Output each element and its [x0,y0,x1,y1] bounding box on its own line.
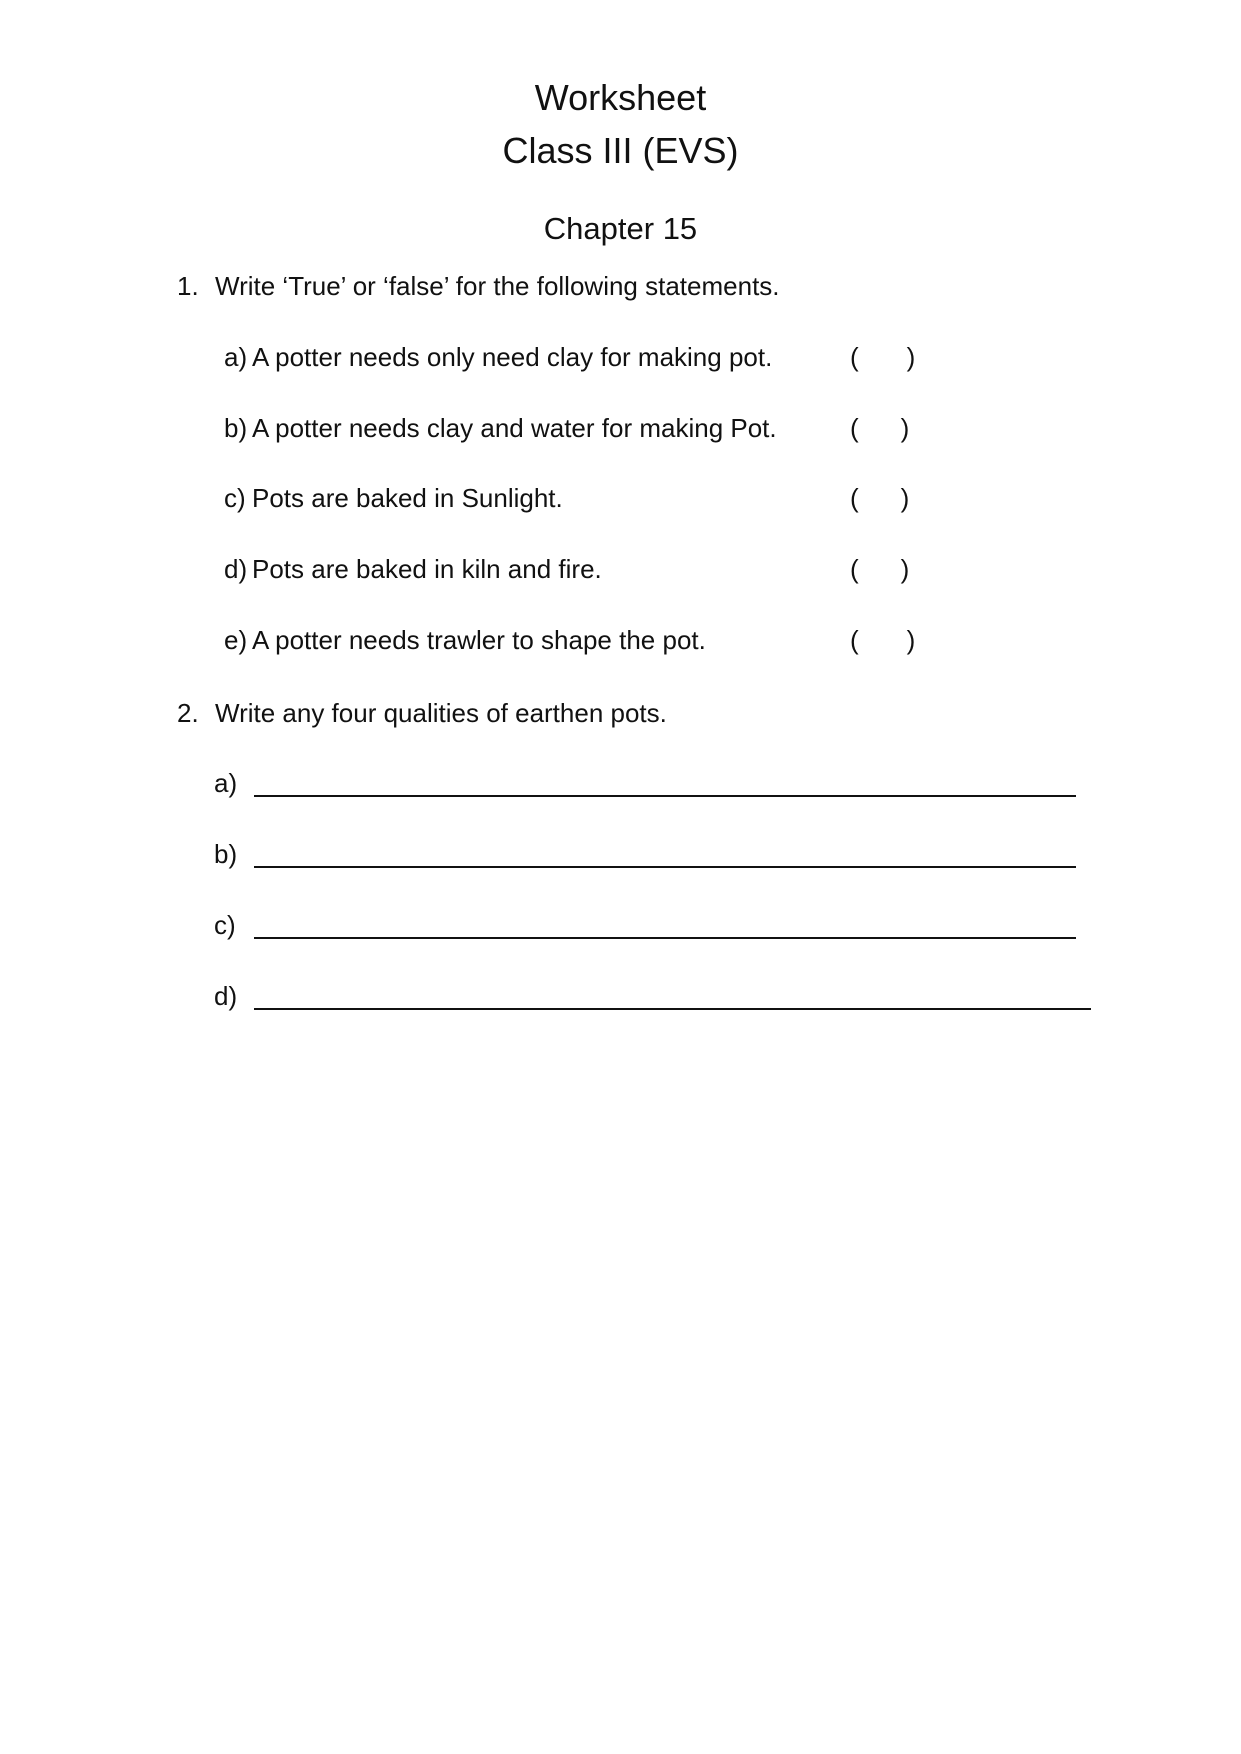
question-text: Write ‘True’ or ‘false’ for the following statements. [215,271,780,301]
statement-letter: e) [224,625,248,655]
question-number: 2. [177,698,199,728]
answer-label-d [214,980,252,1012]
answer-blank-c[interactable] [850,482,909,514]
answer-line-c[interactable] [254,937,1076,939]
answer-line-d[interactable] [254,1008,1091,1010]
answer-label-c [214,909,252,941]
open-paren: ( [850,625,859,655]
answer-blank-d[interactable] [850,553,909,585]
question-number: 1. [177,271,199,301]
answer-letter: a) [214,768,238,798]
close-paren: ) [900,483,910,513]
statement-c [224,482,563,514]
statement-text: Pots are baked in kiln and fire. [252,554,602,584]
open-paren: ( [850,413,859,443]
close-paren: ) [900,554,910,584]
answer-line-b[interactable] [254,866,1076,868]
question-1 [177,270,780,302]
statement-b [224,412,777,444]
open-paren: ( [850,342,859,372]
statement-e [224,624,706,656]
answer-letter: b) [214,839,238,869]
statement-letter: c) [224,483,246,513]
open-paren: ( [850,483,859,513]
statement-letter: b) [224,413,248,443]
statement-letter: d) [224,554,248,584]
worksheet-title: Worksheet [534,77,707,118]
class-label: Class III (EVS) [502,130,739,171]
close-paren: ) [900,413,910,443]
close-paren: ) [906,342,916,372]
statement-text: Pots are baked in Sunlight. [252,483,563,513]
chapter-label: Chapter 15 [543,211,698,246]
answer-blank-a[interactable] [850,341,915,373]
question-text: Write any four qualities of earthen pots. [215,698,667,728]
answer-label-b [214,838,252,870]
statement-d [224,553,602,585]
answer-blank-b[interactable] [850,412,909,444]
statement-text: A potter needs clay and water for making Pot. [252,413,777,443]
answer-letter: d) [214,981,238,1011]
answer-letter: c) [214,910,236,940]
question-2 [177,697,667,729]
statement-a [224,341,772,373]
statement-text: A potter needs trawler to shape the pot. [252,625,706,655]
statement-text: A potter needs only need clay for making pot. [252,342,773,372]
open-paren: ( [850,554,859,584]
answer-line-a[interactable] [254,795,1076,797]
statement-letter: a) [224,342,248,372]
answer-label-a [214,767,252,799]
answer-blank-e[interactable] [850,624,915,656]
close-paren: ) [906,625,916,655]
